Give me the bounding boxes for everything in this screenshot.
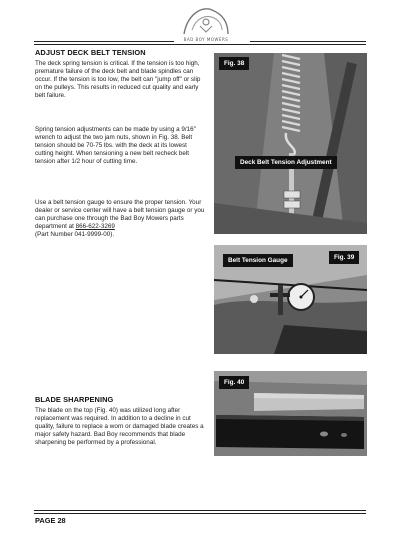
- belt-paragraph-3-text: Use a belt tension gauge to ensure the proper tension. Your dealer or service center will have a belt tension gauge or you can purchase one through the Bad Boy Mowers parts department at: [35, 199, 205, 231]
- belt-paragraph-3: [35, 199, 207, 239]
- header-rule-right: [250, 41, 366, 42]
- page-number: PAGE 28: [35, 516, 66, 525]
- parts-phone-link[interactable]: 866-622-3269: [75, 223, 115, 231]
- header-rule: [34, 44, 366, 45]
- fig-38-caption: Deck Belt Tension Adjustment: [235, 156, 337, 169]
- fig-38-label: Fig. 38: [219, 57, 249, 70]
- deck-spring-photo: [214, 53, 367, 234]
- fig-39-caption: Belt Tension Gauge: [223, 254, 293, 267]
- brand-logo: [178, 4, 234, 44]
- belt-paragraph-2: Spring tension adjustments can be made by using a 9/16" wrench to adjust the two jam nuts, shown in Fig. 38. Belt tension should be 70-75 lbs. with the deck at its lowest cutting height. When tensioning a new belt recheck belt tension after 1/2 hour of cutting time.: [35, 126, 196, 166]
- blade-paragraph: The blade on the top (Fig. 40) was utilized long after replacement was required. In addition to a decline in cut quality, failure to replace a worn or damaged blade creates a major safety hazard. Bad Boy recommends that blade sharpening be performed by a professional.: [35, 407, 204, 447]
- header-rule-left: [34, 41, 174, 42]
- figure-39-photo: [214, 245, 367, 354]
- section-heading-belt: ADJUST DECK BELT TENSION: [35, 48, 146, 57]
- figure-38-photo: [214, 53, 367, 234]
- logo-text: BAD BOY MOWERS: [183, 37, 229, 42]
- belt-paragraph-1: The deck spring tension is critical. If the tension is too high, premature failure of the deck belt and blade spindles can occur. If the tension is too low, the belt can "jump off" or slip on the pulleys. This results in reduced cut quality and early belt failure.: [35, 60, 201, 100]
- figure-40-photo: [214, 371, 367, 456]
- section-heading-blade: BLADE SHARPENING: [35, 395, 114, 404]
- bad-boy-logo-icon: [178, 4, 234, 38]
- footer-rule-2: [34, 513, 366, 514]
- part-number-text: (Part Number 041-9999-00).: [35, 231, 115, 239]
- footer-rule: [34, 510, 366, 511]
- fig-39-label: Fig. 39: [329, 251, 359, 264]
- fig-40-label: Fig. 40: [219, 376, 249, 389]
